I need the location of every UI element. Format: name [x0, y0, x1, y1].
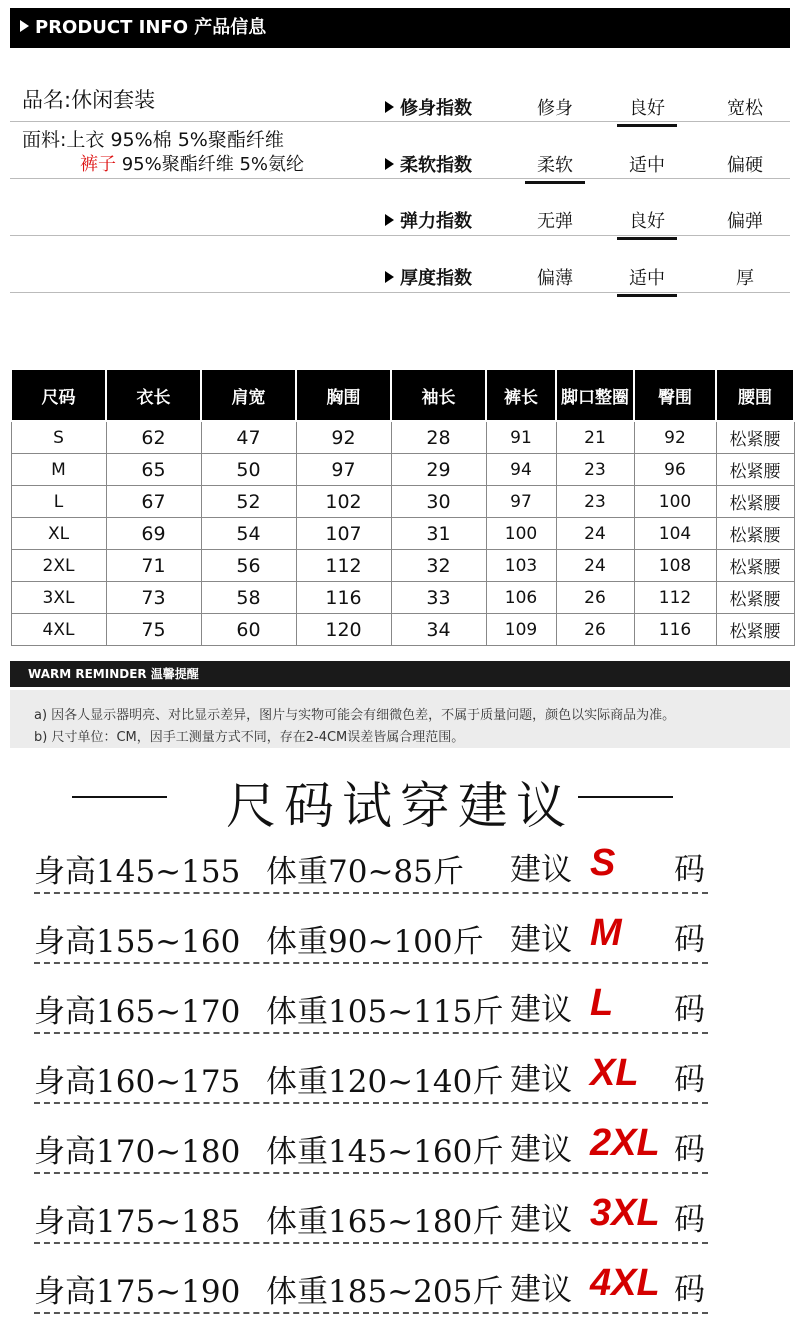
size-table-header-cell: 胸围: [296, 369, 391, 421]
table-cell: 56: [201, 550, 296, 582]
dashed-underline: [34, 1032, 708, 1034]
triangle-icon: [385, 158, 394, 170]
fit-size: 3XL: [590, 1192, 660, 1234]
table-cell: 4XL: [11, 614, 106, 646]
table-cell: 100: [486, 518, 556, 550]
table-row: [11, 582, 794, 614]
fit-weight: 体重165~180斤: [266, 1204, 504, 1240]
table-cell: 松紧腰: [716, 486, 794, 518]
table-cell: 54: [201, 518, 296, 550]
fit-size-suffix: 码: [674, 1062, 705, 1098]
size-table-header-cell: 脚口整圈: [556, 369, 634, 421]
index-option: 无弹: [537, 211, 573, 232]
fit-height: 身高165~170: [34, 994, 241, 1030]
fabric-label: 面料:: [22, 129, 67, 151]
index-label-text: 修身指数: [400, 98, 472, 119]
index-label-text: 弹力指数: [400, 211, 472, 232]
index-option-selected: 良好: [617, 207, 677, 240]
table-cell: 71: [106, 550, 201, 582]
table-cell: 91: [486, 421, 556, 454]
table-cell: 75: [106, 614, 201, 646]
fabric-pants-text: 95%聚酯纤维 5%氨纶: [121, 154, 305, 175]
table-cell: 60: [201, 614, 296, 646]
reminder-b: b) 尺寸单位：CM，因手工测量方式不同，存在2-4CM误差皆属合理范围。: [34, 730, 465, 745]
index-option: 偏弹: [727, 211, 763, 232]
fit-weight: 体重70~85斤: [266, 854, 464, 890]
fit-size-suffix: 码: [674, 852, 705, 888]
size-table-header: [11, 369, 794, 421]
fit-size-suffix: 码: [674, 992, 705, 1028]
index-option: 修身: [537, 98, 573, 119]
fit-row: [34, 838, 714, 898]
index-option: 偏硬: [727, 155, 763, 176]
table-cell: 92: [634, 421, 716, 454]
index-label: [385, 94, 472, 120]
fit-size: S: [590, 842, 616, 884]
index-row: [385, 145, 785, 185]
table-cell: 松紧腰: [716, 550, 794, 582]
table-cell: 24: [556, 550, 634, 582]
table-cell: 116: [634, 614, 716, 646]
index-option: 偏薄: [537, 268, 573, 289]
table-cell: 2XL: [11, 550, 106, 582]
table-cell: 112: [296, 550, 391, 582]
fit-row: [34, 908, 714, 968]
size-table: [10, 368, 795, 646]
fit-suggest-label: 建议: [510, 1132, 572, 1168]
table-cell: 23: [556, 454, 634, 486]
fit-weight: 体重145~160斤: [266, 1134, 504, 1170]
warm-reminder-header: WARM REMINDER 温馨提醒: [10, 661, 790, 687]
fit-row: [34, 1048, 714, 1108]
table-row: [11, 486, 794, 518]
index-label-text: 厚度指数: [400, 268, 472, 289]
index-label: [385, 207, 472, 233]
fit-height: 身高175~190: [34, 1274, 241, 1310]
index-option-selected: 柔软: [525, 151, 585, 184]
title-dash-right: [578, 796, 673, 798]
table-cell: 29: [391, 454, 486, 486]
table-cell: 松紧腰: [716, 421, 794, 454]
index-label: [385, 264, 472, 290]
table-row: [11, 614, 794, 646]
fit-row: [34, 978, 714, 1038]
table-cell: XL: [11, 518, 106, 550]
fit-size: XL: [590, 1052, 639, 1094]
fit-height: 身高155~160: [34, 924, 241, 960]
index-label: [385, 151, 472, 177]
table-cell: 67: [106, 486, 201, 518]
table-cell: 松紧腰: [716, 454, 794, 486]
index-row: [385, 88, 785, 128]
title-dash-left: [72, 796, 167, 798]
fit-suggest-label: 建议: [510, 852, 572, 888]
table-cell: 50: [201, 454, 296, 486]
table-cell: 松紧腰: [716, 518, 794, 550]
fit-weight: 体重90~100斤: [266, 924, 484, 960]
fit-suggest-label: 建议: [510, 992, 572, 1028]
fit-weight: 体重120~140斤: [266, 1064, 504, 1100]
table-cell: 28: [391, 421, 486, 454]
fit-size-suffix: 码: [674, 1202, 705, 1238]
table-cell: 97: [296, 454, 391, 486]
table-cell: 108: [634, 550, 716, 582]
reminder-a: a) 因各人显示器明亮、对比显示差异，图片与实物可能会有细微色差，不属于质量问题，颜色以实际商品为准。: [34, 708, 676, 723]
fabric-pants-label: 裤子: [80, 154, 116, 175]
table-row: [11, 518, 794, 550]
table-cell: 26: [556, 614, 634, 646]
table-cell: 34: [391, 614, 486, 646]
table-cell: 92: [296, 421, 391, 454]
fit-suggest-label: 建议: [510, 1272, 572, 1308]
product-name: 品名:休闲套装: [22, 88, 156, 112]
table-cell: 26: [556, 582, 634, 614]
fit-size-suffix: 码: [674, 922, 705, 958]
warm-reminder-body: [10, 690, 790, 748]
table-cell: 103: [486, 550, 556, 582]
table-cell: 23: [556, 486, 634, 518]
header-title: PRODUCT INFO 产品信息: [35, 17, 267, 38]
fit-weight: 体重185~205斤: [266, 1274, 504, 1310]
size-table-header-cell: 肩宽: [201, 369, 296, 421]
table-cell: M: [11, 454, 106, 486]
table-cell: 31: [391, 518, 486, 550]
size-table-header-cell: 衣长: [106, 369, 201, 421]
table-cell: 97: [486, 486, 556, 518]
table-row: [11, 550, 794, 582]
index-option: 宽松: [727, 98, 763, 119]
table-cell: 96: [634, 454, 716, 486]
dashed-underline: [34, 892, 708, 894]
table-cell: 100: [634, 486, 716, 518]
table-cell: 104: [634, 518, 716, 550]
table-cell: 102: [296, 486, 391, 518]
table-cell: 107: [296, 518, 391, 550]
dashed-underline: [34, 1242, 708, 1244]
table-cell: 52: [201, 486, 296, 518]
table-cell: 24: [556, 518, 634, 550]
table-cell: 3XL: [11, 582, 106, 614]
index-option: 厚: [736, 268, 754, 289]
dashed-underline: [34, 1102, 708, 1104]
size-table-header-cell: 裤长: [486, 369, 556, 421]
table-row: [11, 421, 794, 454]
size-table-header-cell: 袖长: [391, 369, 486, 421]
dashed-underline: [34, 962, 708, 964]
fit-size: 2XL: [590, 1122, 660, 1164]
fit-suggestion-title: [0, 762, 800, 835]
fit-height: 身高170~180: [34, 1134, 241, 1170]
index-row: [385, 201, 785, 241]
table-cell: 69: [106, 518, 201, 550]
triangle-icon: [385, 271, 394, 283]
table-cell: 106: [486, 582, 556, 614]
fit-weight: 体重105~115斤: [266, 994, 504, 1030]
index-label-text: 柔软指数: [400, 155, 472, 176]
index-option-selected: 适中: [617, 264, 677, 297]
table-cell: 65: [106, 454, 201, 486]
fit-row: [34, 1188, 714, 1248]
table-cell: 112: [634, 582, 716, 614]
table-cell: 30: [391, 486, 486, 518]
table-cell: 73: [106, 582, 201, 614]
table-cell: 松紧腰: [716, 582, 794, 614]
fit-suggest-label: 建议: [510, 1202, 572, 1238]
dashed-underline: [34, 1312, 708, 1314]
index-row: [385, 258, 785, 298]
fabric-top: [22, 125, 284, 152]
fabric-pants: [80, 150, 304, 176]
table-cell: 松紧腰: [716, 614, 794, 646]
table-row: [11, 454, 794, 486]
table-cell: L: [11, 486, 106, 518]
index-option-selected: 良好: [617, 94, 677, 127]
dashed-underline: [34, 1172, 708, 1174]
fabric-top-text: 上衣 95%棉 5%聚酯纤维: [66, 129, 284, 151]
size-table-header-cell: 尺码: [11, 369, 106, 421]
table-cell: 21: [556, 421, 634, 454]
fit-size-suffix: 码: [674, 1272, 705, 1308]
fit-height: 身高145~155: [34, 854, 241, 890]
table-cell: 47: [201, 421, 296, 454]
fit-height: 身高160~175: [34, 1064, 241, 1100]
size-table-header-cell: 腰围: [716, 369, 794, 421]
size-table-header-cell: 臀围: [634, 369, 716, 421]
fit-size: L: [590, 982, 614, 1024]
table-cell: 120: [296, 614, 391, 646]
fit-size: 4XL: [590, 1262, 660, 1304]
fit-size-suffix: 码: [674, 1132, 705, 1168]
table-cell: 109: [486, 614, 556, 646]
fit-suggest-label: 建议: [510, 1062, 572, 1098]
fit-title-text: 尺码试穿建议: [226, 777, 574, 835]
table-cell: 116: [296, 582, 391, 614]
triangle-icon: [385, 101, 394, 113]
fit-size: M: [590, 912, 622, 954]
index-option: 适中: [629, 155, 665, 176]
fit-row: [34, 1118, 714, 1178]
fit-row: [34, 1258, 714, 1318]
table-cell: 33: [391, 582, 486, 614]
triangle-icon: [20, 20, 29, 32]
table-cell: 62: [106, 421, 201, 454]
triangle-icon: [385, 214, 394, 226]
fit-height: 身高175~185: [34, 1204, 241, 1240]
product-info-header: [10, 8, 790, 48]
table-cell: 94: [486, 454, 556, 486]
table-cell: 32: [391, 550, 486, 582]
table-cell: S: [11, 421, 106, 454]
table-cell: 58: [201, 582, 296, 614]
fit-suggest-label: 建议: [510, 922, 572, 958]
